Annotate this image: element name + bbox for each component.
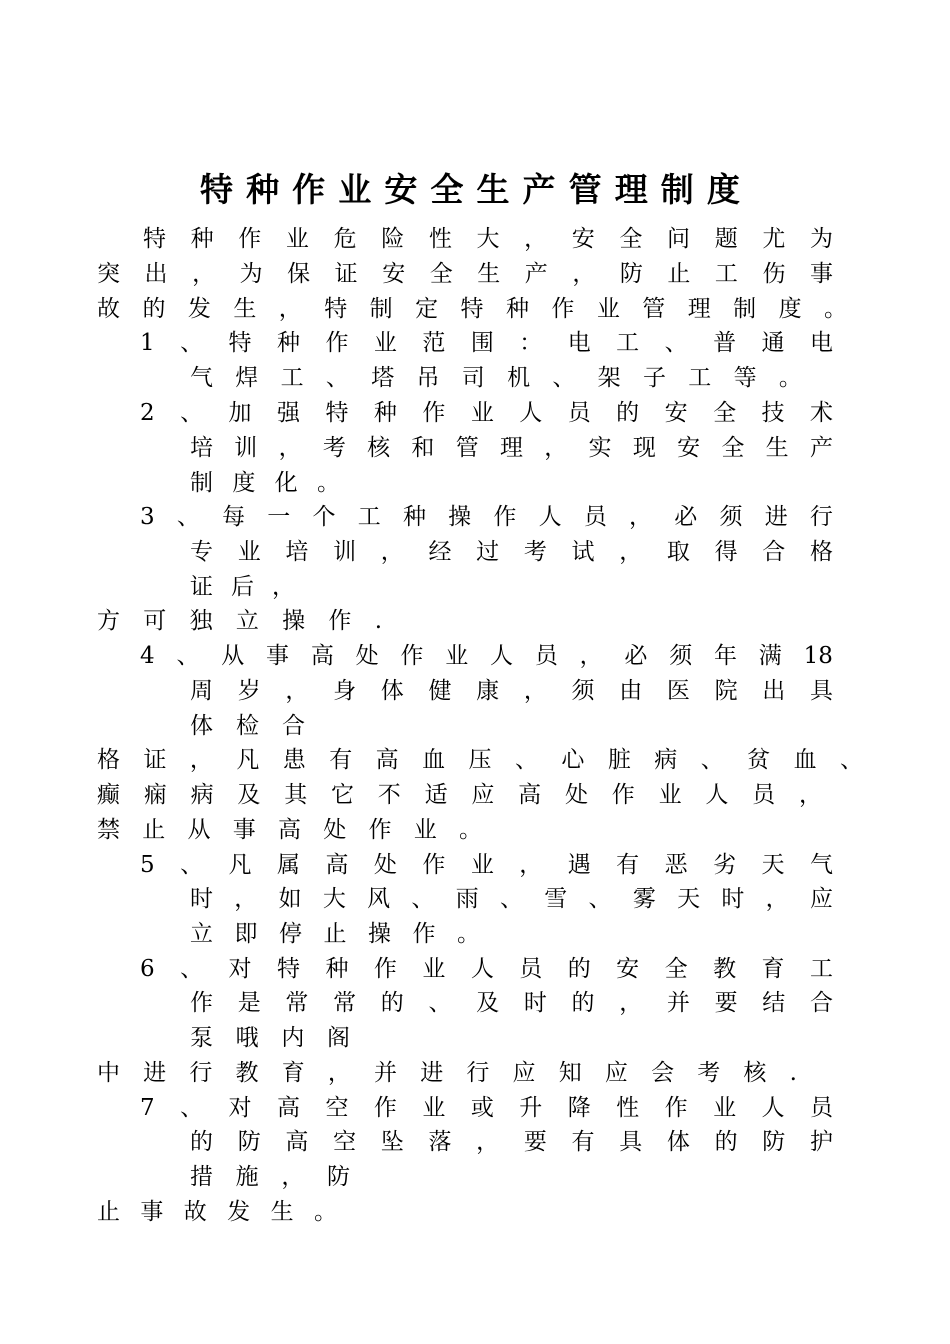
list-item-line: 周 岁 ， 身 体 健 康 ， 须 由 医 院 出 具	[190, 678, 833, 704]
text-line: 格 证 ， 凡 患 有 高 血 压 、 心 脏 病 、 贫 血 、	[97, 747, 863, 773]
text-line: 禁 止 从 事 高 处 作 业 。	[97, 817, 482, 843]
text-line: 突 出 ， 为 保 证 安 全 生 产 ， 防 止 工 伤 事	[97, 261, 833, 287]
list-item-line: 5 、 凡 属 高 处 作 业 ， 遇 有 恶 劣 天 气	[140, 852, 833, 878]
list-item-line: 1 、 特 种 作 业 范 围 ： 电 工 、 普 通 电	[140, 330, 833, 356]
list-item-line: 的 防 高 空 坠 落 ， 要 有 具 体 的 防 护	[190, 1129, 833, 1155]
document-title: 特 种 作 业 安 全 生 产 管 理 制 度	[200, 169, 740, 209]
list-item-line: 泵 哦 内 阁	[190, 1025, 350, 1051]
list-item-line: 2 、 加 强 特 种 作 业 人 员 的 安 全 技 术	[140, 400, 833, 426]
list-item-line: 立 即 停 止 操 作 。	[190, 921, 480, 947]
list-item-line: 时 ， 如 大 风 、 雨 、 雪 、 雾 天 时 ， 应	[190, 886, 833, 912]
text-line: 止 事 故 发 生 。	[97, 1199, 337, 1225]
list-item-line: 7 、 对 高 空 作 业 或 升 降 性 作 业 人 员	[140, 1095, 833, 1121]
list-item-line: 证 后 ，	[190, 574, 295, 600]
list-item-line: 作 是 常 常 的 、 及 时 的 ， 并 要 结 合	[190, 990, 833, 1016]
list-item-line: 4 、 从 事 高 处 作 业 人 员 ， 必 须 年 满 18	[140, 643, 833, 669]
text-line: 特 种 作 业 危 险 性 大 ， 安 全 问 题 尤 为	[143, 226, 833, 252]
list-item-line: 3 、 每 一 个 工 种 操 作 人 员 ， 必 须 进 行	[140, 504, 833, 530]
text-line: 癫 痫 病 及 其 它 不 适 应 高 处 作 业 人 员 ，	[97, 782, 822, 808]
list-item-line: 气 焊 工 、 塔 吊 司 机 、 架 子 工 等 。	[190, 365, 802, 391]
list-item-line: 体 检 合	[190, 713, 305, 739]
text-line: 故 的 发 生 ， 特 制 定 特 种 作 业 管 理 制 度 。	[97, 296, 847, 322]
text-line: 中 进 行 教 育 ， 并 进 行 应 知 应 会 考 核 .	[97, 1060, 797, 1086]
list-item-line: 6 、 对 特 种 作 业 人 员 的 安 全 教 育 工	[140, 956, 833, 982]
text-line: 方 可 独 立 操 作 .	[97, 608, 382, 634]
list-item-line: 专 业 培 训 ， 经 过 考 试 ， 取 得 合 格	[190, 539, 833, 565]
list-item-line: 培 训 ， 考 核 和 管 理 ， 实 现 安 全 生 产	[190, 435, 833, 461]
list-item-line: 措 施 ， 防	[190, 1164, 350, 1190]
list-item-line: 制 度 化 。	[190, 470, 340, 496]
